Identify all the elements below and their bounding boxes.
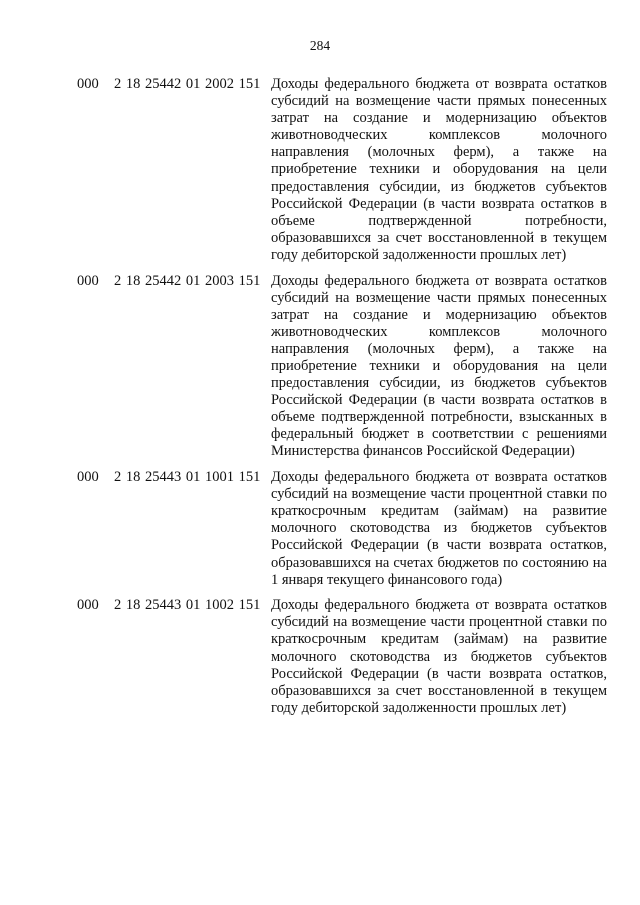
administrator-code: 000	[77, 597, 99, 614]
budget-classification-code: 2 18 25442 01 2003 151	[114, 272, 261, 289]
budget-classification-code: 2 18 25442 01 2002 151	[114, 76, 261, 92]
administrator-code: 000	[77, 76, 99, 92]
budget-code-entry	[0, 76, 640, 264]
income-description: Доходы федерального бюджета от возврата остатков субсидий на возмещение части прямых понесенных затрат на создание и модернизацию объектов животноводческих комплексов молочного направления (молочных ферм), а также на приобретение техники и оборудования на цели предоставления субсидии, из бюджетов субъектов Российской Федерации (в части возврата остатков в объеме подтвержденной потребности, взысканных в федеральный бюджет в соответствии с решениями Министерства финансов Российской Федерации)	[271, 272, 607, 460]
administrator-code: 000	[77, 469, 99, 486]
administrator-code: 000	[77, 272, 99, 289]
budget-code-entry	[0, 273, 640, 461]
budget-classification-code: 2 18 25443 01 1001 151	[114, 469, 261, 486]
budget-code-entry	[0, 469, 640, 589]
income-description: Доходы федерального бюджета от возврата остатков субсидий на возмещение части процентной ставки по краткосрочным кредитам (займам) на развитие молочного скотоводства из бюджетов субъектов Российской Федерации (в части возврата остатков, образовавшихся на счетах бюджетов по состоянию на 1 января текущего финансового года)	[271, 469, 607, 588]
income-description: Доходы федерального бюджета от возврата остатков субсидий на возмещение части процентной ставки по краткосрочным кредитам (займам) на развитие молочного скотоводства из бюджетов субъектов Российской Федерации (в части возврата остатков, образовавшихся за счет восстановленной в текущем году дебиторской задолженности прошлых лет)	[271, 597, 607, 716]
budget-code-list	[0, 76, 640, 725]
budget-classification-code: 2 18 25443 01 1002 151	[114, 597, 261, 614]
budget-code-entry	[0, 597, 640, 717]
page-number: 284	[309, 38, 331, 53]
income-description: Доходы федерального бюджета от возврата остатков субсидий на возмещение части прямых понесенных затрат на создание и модернизацию объектов животноводческих комплексов молочного направления (молочных ферм), а также на приобретение техники и оборудования на цели предоставления субсидии, из бюджетов субъектов Российской Федерации (в части возврата остатков в объеме подтвержденной потребности, образовавшихся за счет восстановленной в текущем году дебиторской задолженности прошлых лет)	[271, 76, 607, 263]
